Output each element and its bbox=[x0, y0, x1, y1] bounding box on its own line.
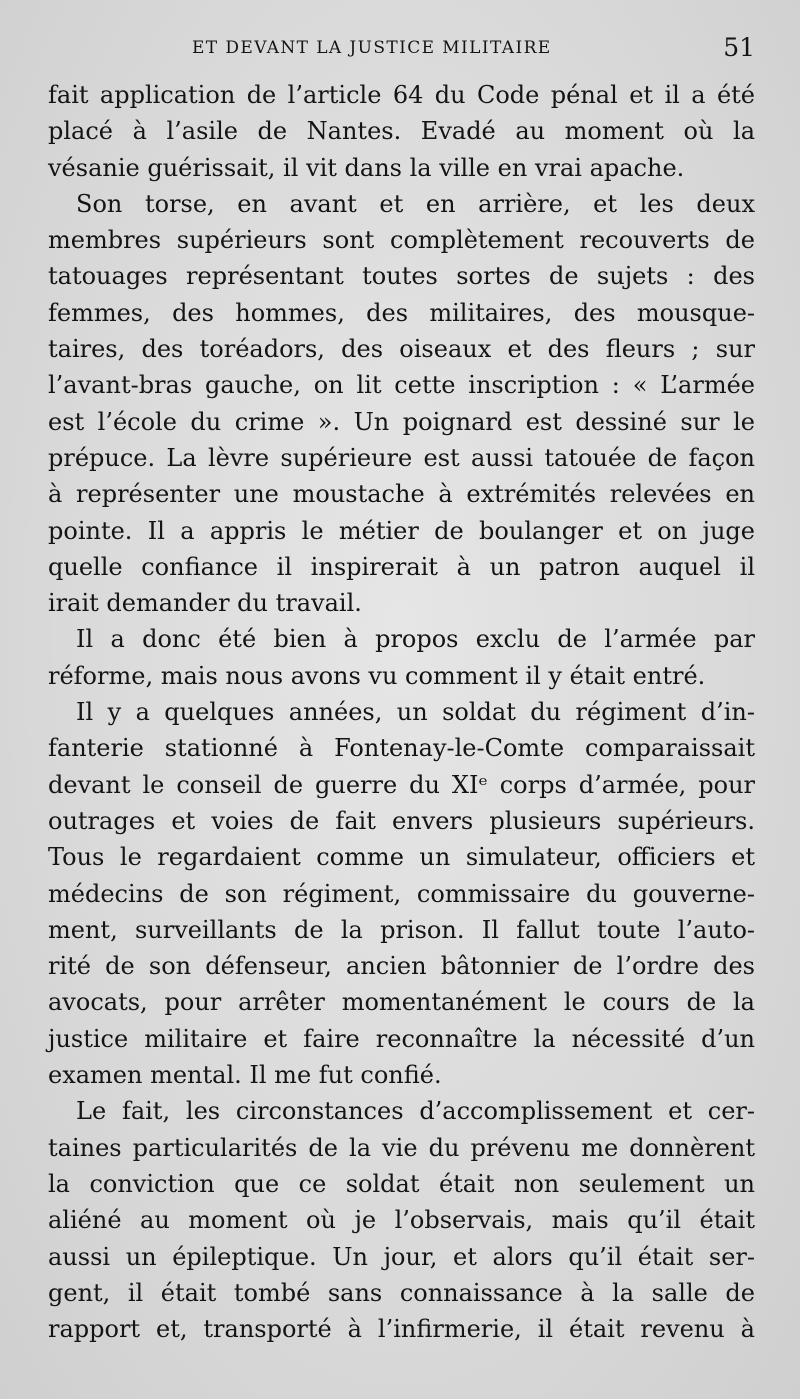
text-line: examen mental. Il me fut confié. bbox=[48, 1061, 442, 1090]
text-line: femmes, des hommes, des militaires, des mousque- bbox=[48, 298, 755, 327]
text-line: devant le conseil de guerre du XIᵉ corps d’armée, pour bbox=[48, 770, 755, 799]
text-line: avocats, pour arrêter momentanément le cours de la bbox=[48, 988, 755, 1017]
text-line: vésanie guérissait, il vit dans la ville en vrai apache. bbox=[48, 153, 685, 182]
text-line: aliéné au moment où je l’observais, mais qu’il était bbox=[48, 1206, 755, 1235]
text-line: Son torse, en avant et en arrière, et les deux bbox=[76, 189, 755, 218]
text-line: l’avant-bras gauche, on lit cette inscription : « L’armée bbox=[48, 371, 755, 400]
text-line: taines particularités de la vie du prévenu me donnèrent bbox=[48, 1133, 755, 1162]
text-line: rité de son défenseur, ancien bâtonnier de l’ordre des bbox=[48, 952, 755, 981]
text-line: prépuce. La lèvre supérieure est aussi tatouée de façon bbox=[48, 443, 755, 472]
text-line: ment, surveillants de la prison. Il fallut toute l’auto- bbox=[48, 915, 755, 944]
text-line: quelle confiance il inspirerait à un patron auquel il bbox=[48, 552, 755, 581]
text-line: Il a donc été bien à propos exclu de l’armée par bbox=[76, 625, 755, 654]
text-line: Le fait, les circonstances d’accomplissement et cer- bbox=[76, 1097, 755, 1126]
running-title: ET DEVANT LA JUSTICE MILITAIRE bbox=[192, 38, 552, 58]
show-through-residue bbox=[150, 0, 750, 34]
text-line: justice militaire et faire reconnaître la nécessité d’un bbox=[48, 1024, 755, 1053]
text-line: outrages et voies de fait envers plusieurs supérieurs. bbox=[48, 806, 755, 835]
text-line: irait demander du travail. bbox=[48, 589, 362, 618]
text-line: membres supérieurs sont complètement recouverts de bbox=[48, 226, 755, 255]
text-line: placé à l’asile de Nantes. Evadé au moment où la bbox=[48, 117, 755, 146]
text-line: réforme, mais nous avons vu comment il y était entré. bbox=[48, 661, 706, 690]
page-number: 51 bbox=[723, 33, 755, 62]
text-line: la conviction que ce soldat était non seulement un bbox=[48, 1169, 755, 1198]
body-text bbox=[48, 77, 755, 1347]
text-line: aussi un épileptique. Un jour, et alors qu’il était ser- bbox=[48, 1242, 755, 1271]
text-line: gent, il était tombé sans connaissance à la salle de bbox=[48, 1278, 755, 1307]
text-line: à représenter une moustache à extrémités relevées en bbox=[48, 480, 755, 509]
page-header bbox=[48, 30, 755, 66]
text-line: rapport et, transporté à l’infirmerie, il était revenu à bbox=[48, 1315, 755, 1344]
text-line: médecins de son régiment, commissaire du gouverne- bbox=[48, 879, 755, 908]
text-line: tatouages représentant toutes sortes de sujets : des bbox=[48, 262, 755, 291]
text-line: Il y a quelques années, un soldat du régiment d’in- bbox=[76, 698, 755, 727]
text-line: Tous le regardaient comme un simulateur, officiers et bbox=[48, 843, 755, 872]
text-line: fanterie stationné à Fontenay-le-Comte comparaissait bbox=[48, 734, 755, 763]
text-line: taires, des toréadors, des oiseaux et des fleurs ; sur bbox=[48, 335, 755, 364]
text-line: pointe. Il a appris le métier de boulanger et on juge bbox=[48, 516, 755, 545]
text-line: fait application de l’article 64 du Code pénal et il a été bbox=[48, 81, 755, 109]
text-line: est l’école du crime ». Un poignard est dessiné sur le bbox=[48, 407, 755, 436]
